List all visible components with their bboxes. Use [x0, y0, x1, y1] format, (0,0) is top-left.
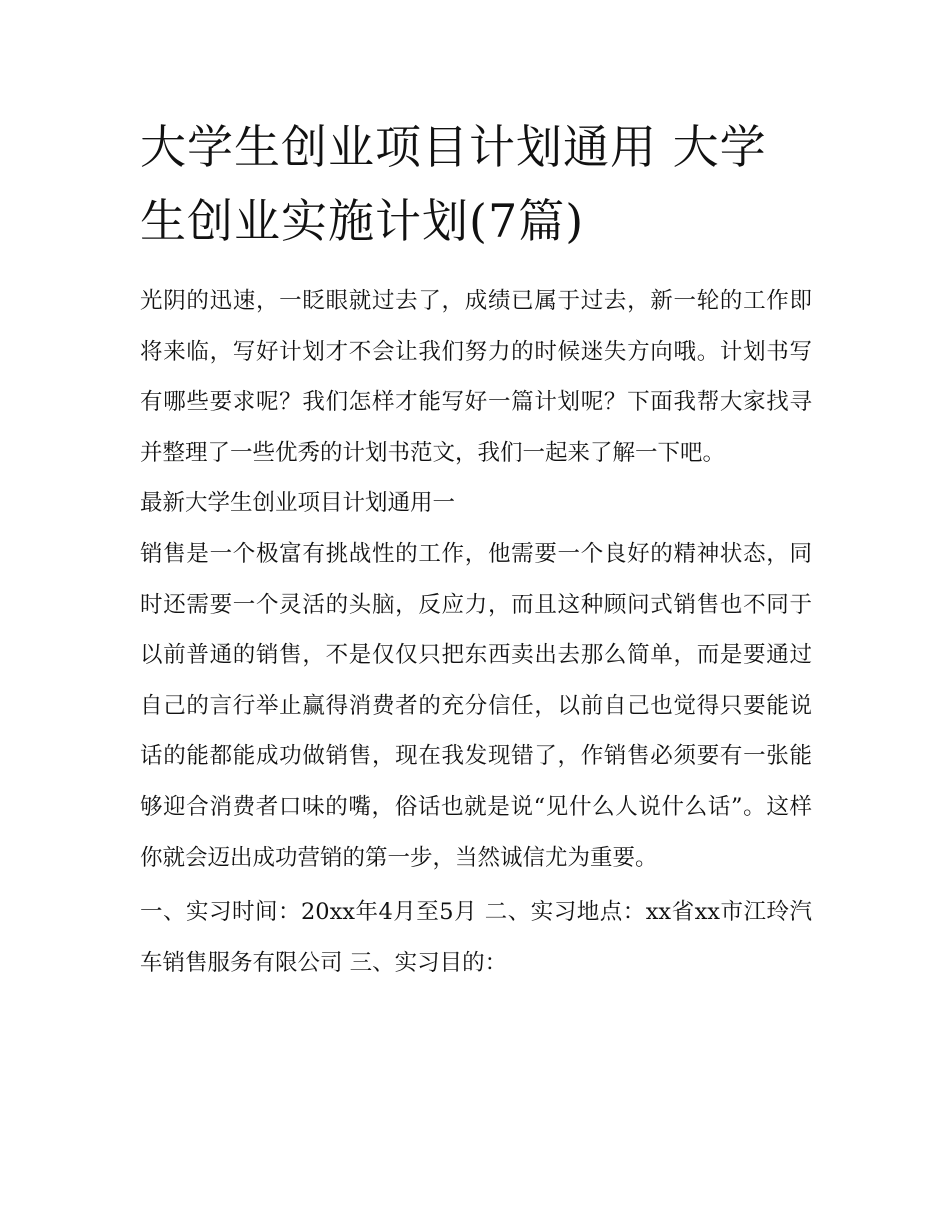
document-page [140, 110, 812, 988]
section-heading: 最新大学生创业项目计划通用一 [140, 490, 456, 517]
sales-paragraph: 销售是一个极富有挑战性的工作，他需要一个良好的精神状态，同时还需要一个灵活的头脑，反应力，而且这种顾问式销售也不同于以前普通的销售，不是仅仅只把东西卖出去那么简单，而是要通过自己的言行举止赢得消费者的充分信任，以前自己也觉得只要能说话的能都能成功做销售，现在我发现错了，作销售必须要有一张能够迎合消费者口味的嘴，俗话也就是说“见什么人说什么话”。这样你就会迈出成功营销的第一步，当然诚信尤为重要。 [140, 540, 812, 871]
document-title: 大学生创业项目计划通用 大学生创业实施计划(7篇) [140, 120, 767, 248]
internship-paragraph: 一、实习时间：20xx年4月至5月 二、实习地点：xx省xx市江玲汽车销售服务有限公司 三、实习目的： [140, 899, 812, 976]
intro-paragraph: 光阴的迅速，一眨眼就过去了，成绩已属于过去，新一轮的工作即将来临，写好计划才不会让我们努力的时候迷失方向哦。计划书写有哪些要求呢？我们怎样才能写好一篇计划呢？下面我帮大家找寻并整理了一些优秀的计划书范文，我们一起来了解一下吧。 [140, 288, 812, 466]
